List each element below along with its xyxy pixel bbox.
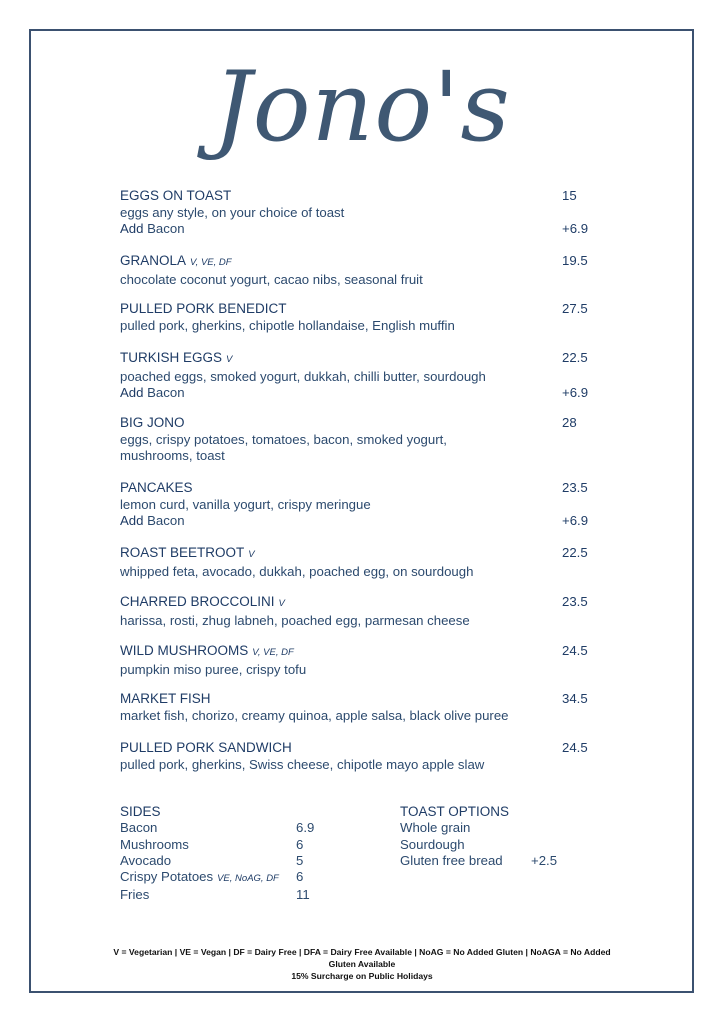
toast-option-price: +2.5 (531, 852, 558, 868)
menu-item-price: 28 (562, 415, 577, 430)
menu-item-name: ROAST BEETROOT (120, 545, 245, 560)
menu-item-price: 23.5 (562, 594, 588, 609)
dietary-legend-cont: Gluten Available (328, 959, 396, 969)
add-on-word: Add (120, 385, 144, 400)
side-item-price: 6 (296, 869, 304, 885)
menu-item (120, 301, 590, 334)
menu-item-price: 19.5 (562, 253, 588, 268)
menu-item-name: TURKISH EGGS (120, 350, 223, 365)
sides-section (120, 804, 330, 904)
menu-item-name: EGGS ON TOAST (120, 188, 232, 203)
toast-options-heading: TOAST OPTIONS (400, 804, 510, 819)
menu-item-price: 34.5 (562, 691, 588, 706)
add-on-row (120, 513, 590, 530)
toast-option-name: Gluten free bread (400, 852, 503, 868)
menu-item-name: MARKET FISH (120, 691, 211, 706)
add-on-price: +6.9 (562, 221, 589, 236)
menu-item-price: 22.5 (562, 545, 588, 560)
menu-item-price: 23.5 (562, 480, 588, 495)
side-item-label (120, 869, 296, 887)
dietary-tags: V, VE, DF (252, 647, 294, 658)
menu-item (120, 415, 590, 465)
add-on-price: +6.9 (562, 513, 589, 528)
add-on-label (120, 513, 185, 530)
add-on-item: Bacon (147, 221, 185, 236)
restaurant-logo: Jono's (213, 51, 511, 163)
menu-item-header (120, 188, 590, 205)
menu-item-description: eggs, crispy potatoes, tomatoes, bacon, smoked yogurt, (120, 431, 447, 447)
side-item (120, 853, 330, 869)
menu-item-header (120, 253, 590, 272)
add-on-row (120, 385, 590, 402)
menu-item-description: pumpkin miso puree, crispy tofu (120, 661, 307, 677)
menu-item (120, 253, 590, 288)
side-item (120, 820, 330, 836)
menu-item-title (120, 301, 287, 318)
dietary-tags: V (226, 354, 233, 365)
side-item-name: Avocado (120, 852, 172, 868)
menu-item-title (120, 480, 193, 497)
side-item-price: 6 (296, 836, 304, 852)
menu-item-title (120, 415, 185, 432)
side-item-label (120, 820, 296, 836)
menu-item-description: chocolate coconut yogurt, cacao nibs, seasonal fruit (120, 271, 423, 287)
dietary-legend: V = Vegetarian | VE = Vegan | DF = Dairy Free | DFA = Dairy Free Available | NoAG = No Added Gluten | NoAGA = No Added (113, 947, 611, 957)
menu-item-title (120, 594, 285, 613)
menu-item (120, 188, 590, 238)
side-item-price: 6.9 (296, 820, 315, 836)
side-item (120, 887, 330, 903)
menu-item (120, 350, 590, 402)
menu-item-title (120, 350, 232, 369)
menu-item (120, 480, 590, 530)
menu-item-name: BIG JONO (120, 415, 185, 430)
menu-item-name: PULLED PORK BENEDICT (120, 301, 287, 316)
menu-item (120, 545, 590, 580)
menu-item-header (120, 691, 590, 708)
menu-item-title (120, 188, 231, 205)
menu-item (120, 594, 590, 629)
add-on-price: +6.9 (562, 385, 589, 400)
side-item-name: Crispy Potatoes (120, 869, 214, 885)
side-item-label (120, 853, 296, 869)
toast-option-name: Sourdough (400, 836, 465, 852)
menu-item-name: PANCAKES (120, 480, 193, 495)
menu-item (120, 740, 590, 773)
menu-item-name: WILD MUSHROOMS (120, 643, 249, 658)
sides-heading: SIDES (120, 804, 161, 819)
menu-item-description: poached eggs, smoked yogurt, dukkah, chilli butter, sourdough (120, 368, 486, 384)
menu-item-description: mushrooms, toast (120, 448, 225, 463)
side-item-name: Mushrooms (120, 836, 189, 852)
menu-item-header (120, 415, 590, 432)
menu-item-title (120, 253, 232, 272)
side-item-name: Bacon (120, 820, 158, 836)
menu-item-price: 22.5 (562, 350, 588, 365)
dietary-tags: VE, NoAG, DF (217, 873, 279, 885)
add-on-word: Add (120, 221, 144, 236)
menu-item-description: pulled pork, gherkins, chipotle hollandaise, English muffin (120, 317, 455, 333)
toast-option-name: Whole grain (400, 820, 471, 836)
menu-item-title (120, 740, 292, 757)
menu-item-name: GRANOLA (120, 253, 187, 268)
menu-item-name: PULLED PORK SANDWICH (120, 740, 292, 755)
toast-options-section (400, 804, 600, 869)
add-on-label (120, 385, 185, 402)
menu-item-header (120, 740, 590, 757)
menu-item-description: whipped feta, avocado, dukkah, poached egg, on sourdough (120, 563, 474, 579)
toast-option (400, 853, 600, 869)
menu-footer (0, 946, 724, 982)
menu-item (120, 691, 590, 724)
side-item (120, 837, 330, 853)
menu-item-header (120, 301, 590, 318)
side-item-label (120, 837, 296, 853)
side-item-name: Fries (120, 887, 150, 903)
menu-item-header (120, 480, 590, 497)
menu-item-description: lemon curd, vanilla yogurt, crispy meringue (120, 496, 371, 512)
menu-item-price: 15 (562, 188, 577, 203)
toast-option (400, 820, 600, 836)
add-on-label (120, 221, 185, 238)
side-item-price: 11 (296, 887, 310, 903)
menu-item-header (120, 643, 590, 662)
add-on-item: Bacon (147, 385, 185, 400)
side-item-price: 5 (296, 852, 304, 868)
menu-item-header (120, 594, 590, 613)
side-item (120, 869, 330, 887)
menu-item-price: 24.5 (562, 643, 588, 658)
side-item-label (120, 887, 296, 903)
surcharge-note: 15% Surcharge on Public Holidays (291, 971, 433, 981)
menu-item (120, 643, 590, 678)
dietary-tags: V (248, 549, 255, 560)
menu-item-header (120, 545, 590, 564)
menu-item-description: eggs any style, on your choice of toast (120, 204, 345, 220)
add-on-word: Add (120, 513, 144, 528)
menu-item-description: pulled pork, gherkins, Swiss cheese, chipotle mayo apple slaw (120, 756, 485, 772)
toast-option (400, 837, 600, 853)
add-on-row (120, 221, 590, 238)
menu-item-title (120, 643, 294, 662)
menu-item-title (120, 545, 255, 564)
menu-item-price: 24.5 (562, 740, 588, 755)
menu-item-price: 27.5 (562, 301, 588, 316)
dietary-tags: V (278, 598, 285, 609)
add-on-item: Bacon (147, 513, 185, 528)
menu-item-title (120, 691, 211, 708)
menu-item-description: harissa, rosti, zhug labneh, poached egg, parmesan cheese (120, 612, 470, 628)
menu-item-name: CHARRED BROCCOLINI (120, 594, 275, 609)
dietary-tags: V, VE, DF (190, 257, 232, 268)
menu-item-description: market fish, chorizo, creamy quinoa, apple salsa, black olive puree (120, 707, 509, 723)
menu-item-header (120, 350, 590, 369)
